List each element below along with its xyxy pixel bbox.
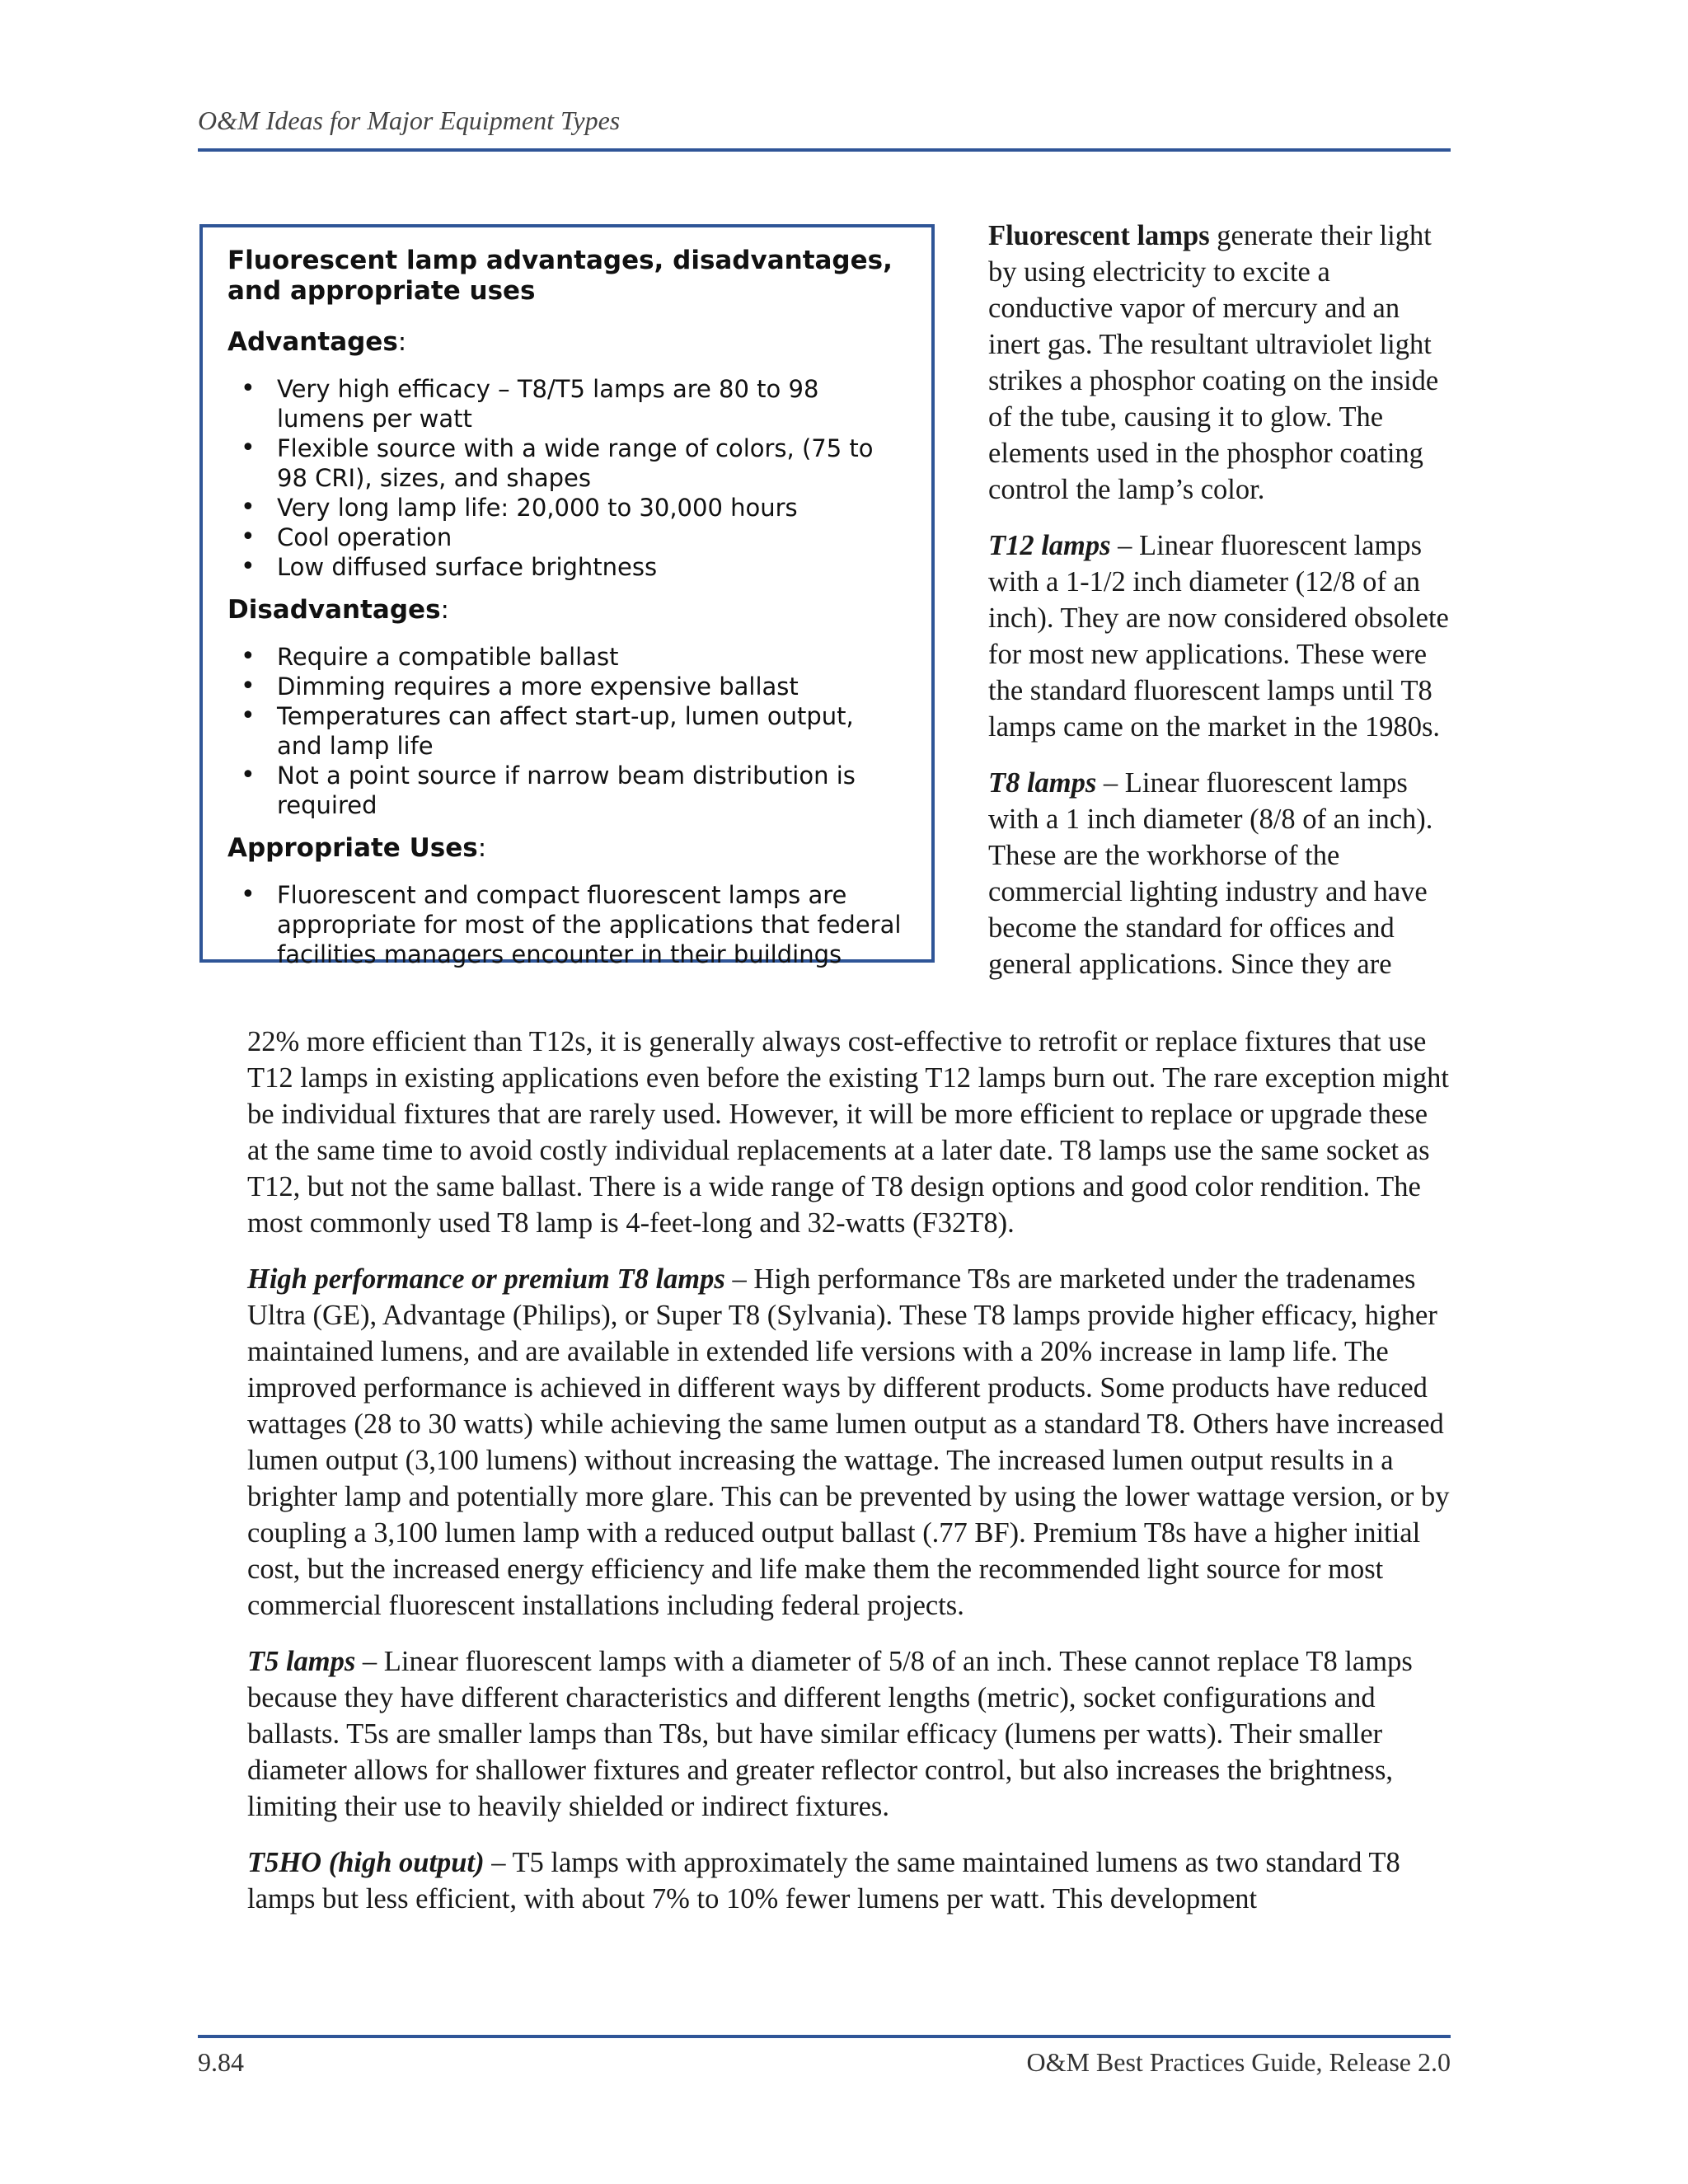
term-t5: T5 lamps	[247, 1646, 356, 1677]
advantage-item: • Cool operation	[227, 523, 903, 552]
disadvantage-item: • Not a point source if narrow beam distribution is required	[227, 761, 903, 820]
text-fluorescent: generate their light by using electricity to excite a conductive vapor of mercury and an inert gas. The resultant ultraviolet light strikes a phosphor coating on the inside of the tube, causing it to glow. The elements used in the phosphor coating control the lamp’s color.	[988, 220, 1439, 505]
text-t8-a: – Linear fluorescent lamps with a 1 inch diameter (8/8 of an inch). These are the workhorse of the commercial lighting industry and have become the standard for offices and general applications. Since they are	[988, 767, 1433, 980]
paragraph-premium-t8	[247, 1261, 1451, 1624]
uses-item: • Fluorescent and compact fluorescent lamps are appropriate for most of the applications that federal facilities managers encounter in their buildings	[227, 880, 903, 969]
advantages-heading-text: Advantages	[227, 327, 398, 357]
term-premium-t8: High performance or premium T8 lamps	[247, 1263, 725, 1295]
disadvantage-item: • Temperatures can affect start-up, lumen output, and lamp life	[227, 701, 903, 761]
term-t8: T8 lamps	[988, 767, 1097, 799]
paragraph-t8-continued: 22% more efficient than T12s, it is generally always cost-effective to retrofit or replace fixtures that use T12 lamps in existing applications even before the existing T12 lamps burn out. The rare exception might be individual fixtures that are rarely used. However, it will be more efficient to replace or upgrade these at the same time to avoid costly individual replacements at a later date. T8 lamps use the same socket as T12, but not the same ballast. There is a wide range of T8 design options and good color rendition. The most commonly used T8 lamp is 4-feet-long and 32-watts (F32T8).	[247, 1026, 1449, 1239]
disadvantages-list	[227, 642, 903, 820]
disadvantage-item: • Dimming requires a more expensive ballast	[227, 672, 903, 701]
paragraph-t5	[247, 1643, 1451, 1825]
sidebar-box	[199, 224, 935, 968]
disadvantages-heading: Disadvantages:	[227, 595, 449, 625]
footer-rule	[198, 2035, 1451, 2038]
running-header: O&M Ideas for Major Equipment Types	[198, 105, 621, 135]
paragraph-t8-start	[968, 765, 1455, 982]
text-t5: – Linear fluorescent lamps with a diameter of 5/8 of an inch. These cannot replace T8 lamps because they have different characteristics and different lengths (metric), socket configurations and ballasts. T5s are smaller lamps than T8s, but have similar efficacy (lumens per watts). Their smaller diameter allows for shallower fixtures and greater reflector control, but also increases the brightness, limiting their use to heavily shielded or indirect fixtures.	[247, 1646, 1413, 1822]
uses-heading-text: Appropriate Uses	[227, 833, 478, 863]
advantage-item: • Very high efficacy – T8/T5 lamps are 80 to 98 lumens per watt	[227, 374, 903, 434]
text-t5ho: – T5 lamps with approximately the same maintained lumens as two standard T8 lamps but less efficient, with about 7% to 10% fewer lumens per watt. This development	[247, 1847, 1400, 1915]
advantages-heading: Advantages:	[227, 327, 407, 357]
term-t12: T12 lamps	[988, 530, 1111, 561]
text-premium-t8: – High performance T8s are marketed under the tradenames Ultra (GE), Advantage (Philips), or Super T8 (Sylvania). These T8 lamps provide higher efficacy, higher maintained lumens, and are available in extended life versions with a 20% increase in lamp life. The improved performance is achieved in different ways by different products. Some products have reduced wattages (28 to 30 watts) while achieving the same lumen output as a standard T8. Others have increased lumen output (3,100 lumens) without increasing the wattage. The increased lumen output results in a brighter lamp and potentially more glare. This can be prevented by using the lower wattage version, or by coupling a 3,100 lumen lamp with a reduced output ballast (.77 BF). Premium T8s have a higher initial cost, but the increased energy efficiency and life make them the recommended light source for most commercial fluorescent installations including federal projects.	[247, 1263, 1450, 1621]
uses-heading: Appropriate Uses:	[227, 833, 487, 863]
publication-title: O&M Best Practices Guide, Release 2.0	[1026, 2047, 1451, 2077]
disadvantages-heading-text: Disadvantages	[227, 595, 441, 625]
paragraph-fluorescent	[968, 218, 1455, 508]
disadvantage-item: • Require a compatible ballast	[227, 642, 903, 672]
paragraph-t12	[968, 527, 1455, 745]
full-width-body	[247, 1024, 1451, 1937]
advantages-list	[227, 374, 903, 582]
advantage-item: • Flexible source with a wide range of colors, (75 to 98 CRI), sizes, and shapes	[227, 434, 903, 493]
advantage-item: • Low diffused surface brightness	[227, 552, 903, 582]
sidebar-title: Fluorescent lamp advantages, disadvantages, and appropriate uses	[227, 246, 893, 306]
advantage-item: • Very long lamp life: 20,000 to 30,000 hours	[227, 493, 903, 523]
term-fluorescent: Fluorescent lamps	[988, 220, 1210, 251]
page-number: 9.84	[198, 2047, 244, 2077]
term-t5ho: T5HO (high output)	[247, 1847, 485, 1878]
uses-list	[227, 880, 903, 969]
header-rule	[198, 148, 1451, 152]
text-t12: – Linear fluorescent lamps with a 1-1/2 inch diameter (12/8 of an inch). They are now considered obsolete for most new applications. These were the standard fluorescent lamps until T8 lamps came on the market in the 1980s.	[988, 530, 1449, 743]
paragraph-t5ho	[247, 1844, 1451, 1917]
right-column	[968, 218, 1455, 1002]
